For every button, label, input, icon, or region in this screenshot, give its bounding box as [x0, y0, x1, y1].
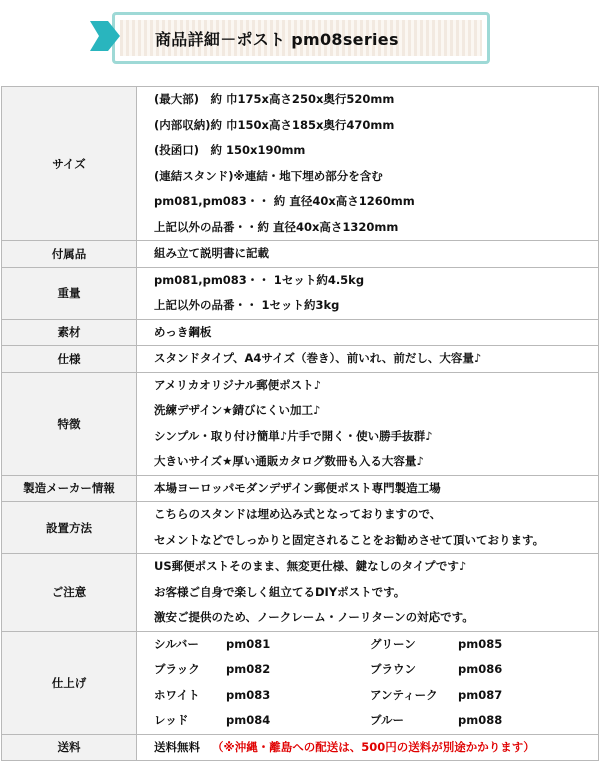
- page-title: 商品詳細－ポスト pm08series: [155, 29, 399, 49]
- features-line: シンプル・取り付け簡単♪片手で開く・使い勝手抜群♪: [154, 428, 433, 443]
- finish-color-name: ブラウン: [370, 662, 416, 676]
- table-row-notes: [2, 554, 599, 632]
- table-row-accessories: [2, 241, 599, 268]
- row-value: [137, 241, 599, 268]
- row-value: [137, 475, 599, 502]
- finish-model-code: pm086: [458, 662, 503, 676]
- features-line: 洗練デザイン★錆びにくい加工♪: [154, 403, 321, 417]
- finish-color-name: ホワイト: [154, 687, 200, 702]
- row-value: [137, 554, 599, 632]
- shipping-free-text: 送料無料: [154, 739, 200, 754]
- table-row-shipping: [2, 734, 599, 761]
- row-label: 製造メーカー情報: [2, 475, 137, 502]
- finish-grid: [154, 632, 598, 734]
- row-label: 送料: [2, 734, 137, 761]
- notes-line: お客様ご自身で楽しく組立てるDIYポストです。: [154, 584, 406, 599]
- size-line: (内部収納)約 巾150x高さ185x奥行470mm: [154, 117, 395, 132]
- row-label: 仕上げ: [2, 631, 137, 734]
- install-line: こちらのスタンドは埋め込み式となっておりますので、: [154, 507, 442, 521]
- row-label: サイズ: [2, 87, 137, 241]
- finish-model-code: pm088: [458, 713, 503, 727]
- finish-model-code: pm084: [226, 713, 271, 727]
- size-line: 上記以外の品番・・約 直径40x高さ1320mm: [154, 219, 399, 234]
- finish-model-code: pm082: [226, 662, 271, 676]
- row-value: [137, 372, 599, 475]
- accessories-line: 組み立て説明書に記載: [154, 246, 269, 260]
- shipping-line: [154, 735, 598, 761]
- size-line: (最大部) 約 巾175x高さ250x奥行520mm: [154, 92, 395, 106]
- row-label: 付属品: [2, 241, 137, 268]
- finish-color-name: アンティーク: [370, 687, 438, 702]
- finish-color-name: ブラック: [154, 662, 200, 676]
- notes-line: 激安ご提供のため、ノークレーム・ノーリターンの対応です。: [154, 610, 474, 624]
- finish-color-name: グリーン: [370, 636, 416, 651]
- row-value: [137, 267, 599, 319]
- row-value: [137, 346, 599, 373]
- install-line: セメントなどでしっかりと固定されることをお勧めさせて頂いております。: [154, 532, 545, 547]
- row-label: 重量: [2, 267, 137, 319]
- row-value: [137, 502, 599, 554]
- weight-line: 上記以外の品番・・ 1セット約3kg: [154, 298, 340, 312]
- features-line: 大きいサイズ★厚い通販カタログ数冊も入る大容量♪: [154, 454, 424, 468]
- row-label: 設置方法: [2, 502, 137, 554]
- finish-model-code: pm081: [226, 636, 271, 651]
- table-row-size: [2, 87, 599, 241]
- notes-line: US郵便ポストそのまま、無変更仕様、鍵なしのタイプです♪: [154, 559, 467, 573]
- spec-table: [1, 86, 599, 761]
- title-banner: [112, 12, 490, 64]
- finish-color-name: レッド: [154, 713, 189, 727]
- chevron-right-icon: [86, 16, 126, 56]
- features-line: アメリカオリジナル郵便ポスト♪: [154, 377, 321, 392]
- table-row-finish: [2, 631, 599, 734]
- row-label: ご注意: [2, 554, 137, 632]
- finish-model-code: pm087: [458, 687, 503, 702]
- weight-line: pm081,pm083・・ 1セット約4.5kg: [154, 272, 365, 287]
- maker-line: 本場ヨーロッパモダンデザイン郵便ポスト専門製造工場: [154, 480, 441, 495]
- row-value: [137, 631, 599, 734]
- size-line: pm081,pm083・・ 約 直径40x高さ1260mm: [154, 194, 415, 208]
- row-label: 仕様: [2, 346, 137, 373]
- finish-model-code: pm083: [226, 687, 271, 702]
- table-row-spec: [2, 346, 599, 373]
- finish-color-name: ブルー: [370, 713, 405, 727]
- finish-model-code: pm085: [458, 636, 503, 651]
- row-label: 素材: [2, 319, 137, 346]
- row-label: 特徴: [2, 372, 137, 475]
- size-line: (連結スタンド)※連結・地下埋め部分を含む: [154, 168, 383, 183]
- table-row-install: [2, 502, 599, 554]
- size-line: (投函口) 約 150x190mm: [154, 143, 306, 157]
- material-line: めっき鋼板: [154, 324, 212, 339]
- row-value: [137, 734, 599, 761]
- spec-line: スタンドタイプ、A4サイズ（巻き）、前いれ、前だし、大容量♪: [154, 351, 482, 365]
- shipping-note: （※沖縄・離島への配送は、500円の送料が別途かかります）: [212, 739, 535, 754]
- table-row-maker: [2, 475, 599, 502]
- table-row-features: [2, 372, 599, 475]
- finish-color-name: シルバー: [154, 636, 199, 651]
- row-value: [137, 87, 599, 241]
- row-value: [137, 319, 599, 346]
- table-row-weight: [2, 267, 599, 319]
- table-row-material: [2, 319, 599, 346]
